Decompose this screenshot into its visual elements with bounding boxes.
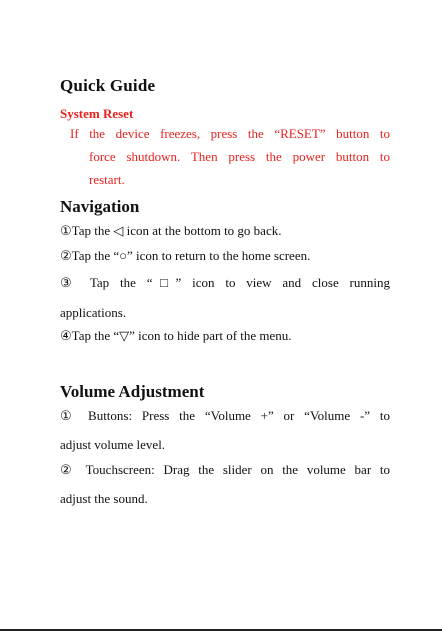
system-reset-line-3: restart. [89,172,125,187]
system-reset-heading: System Reset [60,106,134,121]
page-title: Quick Guide [60,76,156,95]
volume-item-touchscreen-line-1: ② Touchscreen: Drag the slider on the volume bar to [60,462,390,477]
navigation-item-recent-line-1: ③ Tap the “□” icon to view and close running [60,275,390,290]
navigation-item-hide-menu: ④Tap the “▽” icon to hide part of the menu. [60,328,292,343]
volume-item-touchscreen-line-2: adjust the sound. [60,491,148,506]
volume-item-buttons-line-2: adjust volume level. [60,437,166,452]
volume-heading: Volume Adjustment [60,382,205,401]
navigation-item-home: ②Tap the “○” icon to return to the home screen. [60,248,311,263]
navigation-item-back: ①Tap the ◁ icon at the bottom to go back. [60,223,282,238]
navigation-item-recent-line-2: applications. [60,305,127,320]
navigation-heading: Navigation [60,197,140,216]
system-reset-line-1: If the device freezes, press the “RESET” button to [70,126,390,141]
system-reset-line-2: force shutdown. Then press the power button to [89,149,390,164]
volume-item-buttons-line-1: ① Buttons: Press the “Volume +” or “Volume -” to [60,408,390,423]
